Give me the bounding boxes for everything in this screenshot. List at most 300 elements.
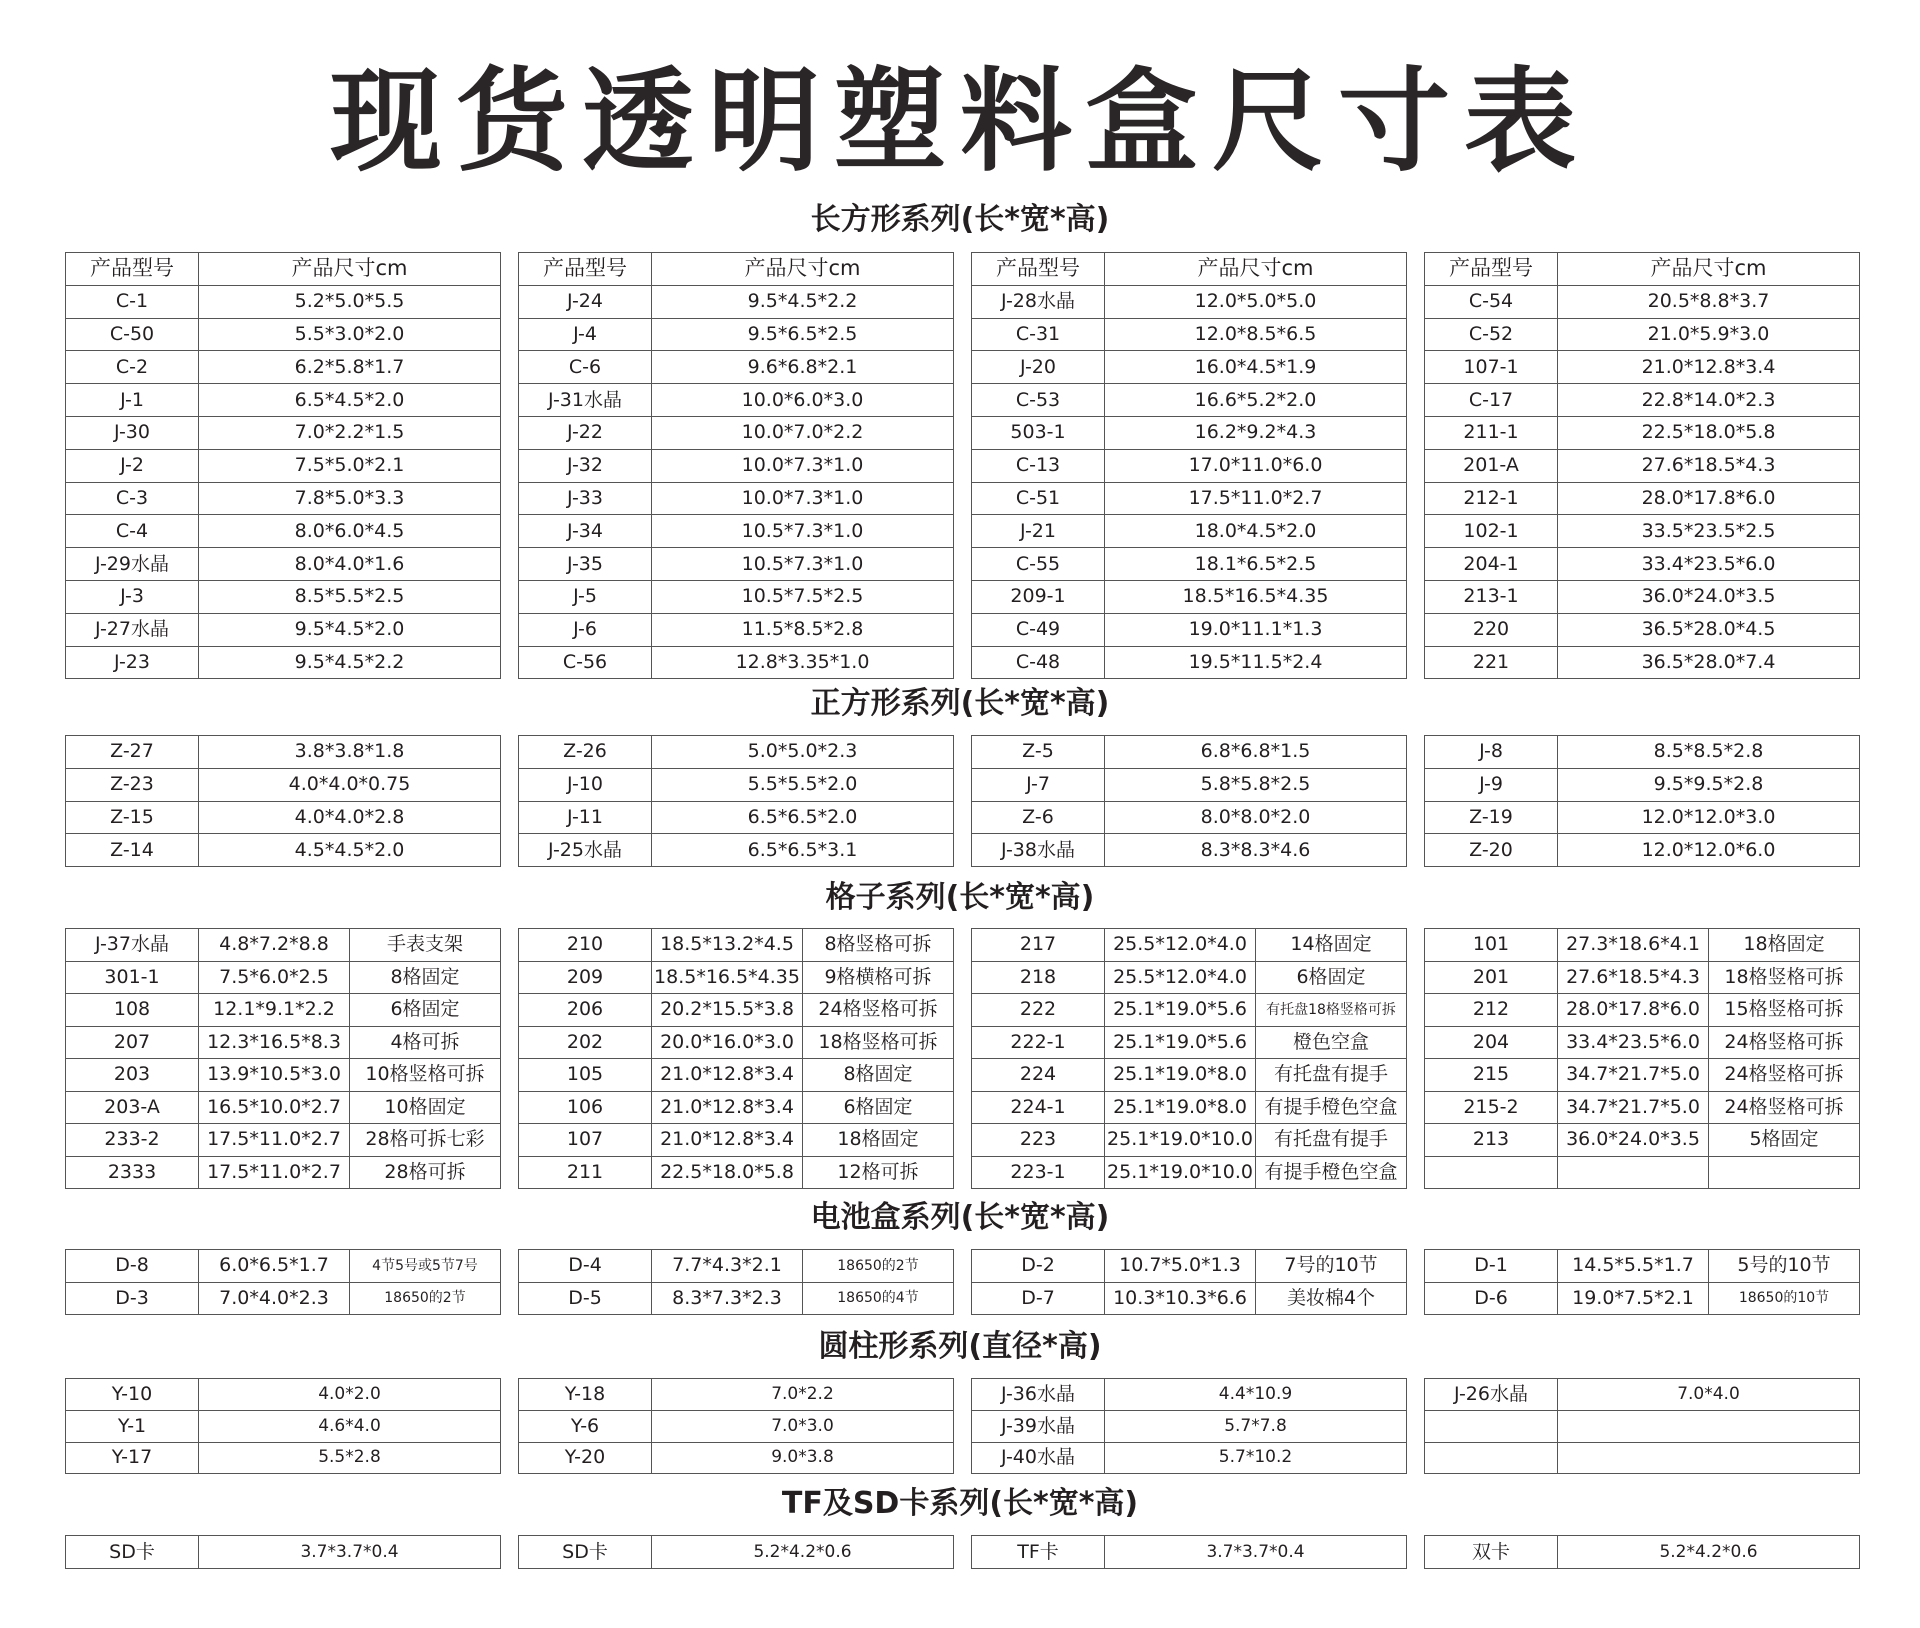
note-cell: 12格可拆 [803, 1156, 954, 1189]
size-cell: 20.0*16.0*3.0 [652, 1026, 803, 1059]
size-cell: 5.2*4.2*0.6 [652, 1536, 954, 1569]
table-row [519, 416, 954, 449]
model-cell: C-54 [1425, 285, 1558, 318]
model-cell: J-4 [519, 318, 652, 351]
size-cell: 4.6*4.0 [199, 1410, 501, 1442]
model-cell: 107 [519, 1124, 652, 1157]
model-cell: D-6 [1425, 1282, 1558, 1315]
table-row [972, 613, 1407, 646]
model-cell: 2333 [66, 1156, 199, 1189]
table-row [1425, 1156, 1860, 1189]
size-cell: 8.5*5.5*2.5 [199, 580, 501, 613]
note-cell: 6格固定 [350, 994, 501, 1027]
model-cell: J-38水晶 [972, 834, 1105, 867]
table-row [519, 1536, 954, 1569]
model-cell: 503-1 [972, 416, 1105, 449]
size-cell: 9.5*6.5*2.5 [652, 318, 954, 351]
table-row [1425, 482, 1860, 515]
size-table [518, 735, 954, 867]
table-row [1425, 929, 1860, 962]
model-cell: J-28水晶 [972, 285, 1105, 318]
size-cell: 9.0*3.8 [652, 1442, 954, 1474]
size-cell: 9.5*4.5*2.2 [199, 646, 501, 679]
table-row [66, 994, 501, 1027]
table-row [972, 961, 1407, 994]
model-cell: J-37水晶 [66, 929, 199, 962]
model-cell: 217 [972, 929, 1105, 962]
header-size: 产品尺寸cm [1105, 253, 1407, 286]
size-cell: 28.0*17.8*6.0 [1558, 994, 1709, 1027]
model-cell: C-51 [972, 482, 1105, 515]
model-cell: Z-20 [1425, 834, 1558, 867]
model-cell: Z-6 [972, 801, 1105, 834]
size-cell: 10.0*7.0*2.2 [652, 416, 954, 449]
size-cell: 25.1*19.0*5.6 [1105, 1026, 1256, 1059]
size-cell: 5.0*5.0*2.3 [652, 736, 954, 769]
model-cell: C-49 [972, 613, 1105, 646]
table-header-row [519, 253, 954, 286]
note-cell: 有托盘有提手 [1256, 1124, 1407, 1157]
table-row [972, 580, 1407, 613]
table-row [519, 285, 954, 318]
table-row [519, 580, 954, 613]
table-row [1425, 449, 1860, 482]
size-table [971, 928, 1407, 1189]
size-cell: 25.1*19.0*5.6 [1105, 994, 1256, 1027]
note-cell: 18格竖格可拆 [1709, 961, 1860, 994]
table-row [1425, 1250, 1860, 1283]
model-cell: J-25水晶 [519, 834, 652, 867]
table-row [519, 1379, 954, 1411]
size-cell: 6.5*4.5*2.0 [199, 384, 501, 417]
table-row [66, 1156, 501, 1189]
size-cell: 17.5*11.0*2.7 [199, 1156, 350, 1189]
model-cell [1425, 1410, 1558, 1442]
model-cell: J-6 [519, 613, 652, 646]
table-row [972, 1442, 1407, 1474]
model-cell: 201-A [1425, 449, 1558, 482]
table-header-row [66, 253, 501, 286]
section-title: 长方形系列(长*宽*高) [810, 202, 1110, 237]
model-cell: J-10 [519, 768, 652, 801]
size-cell: 9.6*6.8*2.1 [652, 351, 954, 384]
model-cell: 221 [1425, 646, 1558, 679]
table-row [1425, 318, 1860, 351]
note-cell: 4格可拆 [350, 1026, 501, 1059]
model-cell: Y-6 [519, 1410, 652, 1442]
table-row [66, 1026, 501, 1059]
size-table [1424, 252, 1860, 679]
table-row [1425, 961, 1860, 994]
table-row [972, 351, 1407, 384]
table-row [972, 736, 1407, 769]
size-cell: 17.5*11.0*2.7 [199, 1124, 350, 1157]
table-row [519, 961, 954, 994]
size-table [65, 1535, 501, 1569]
note-cell: 10格固定 [350, 1091, 501, 1124]
table-row [66, 318, 501, 351]
size-cell: 6.5*6.5*2.0 [652, 801, 954, 834]
model-cell: J-22 [519, 416, 652, 449]
table-row [1425, 1379, 1860, 1411]
size-cell: 36.5*28.0*7.4 [1558, 646, 1860, 679]
table-row [972, 1536, 1407, 1569]
table-row [972, 1059, 1407, 1092]
size-cell: 36.5*28.0*4.5 [1558, 613, 1860, 646]
note-cell: 美妆棉4个 [1256, 1282, 1407, 1315]
model-cell: C-3 [66, 482, 199, 515]
model-cell: 双卡 [1425, 1536, 1558, 1569]
section-title: 格子系列(长*宽*高) [825, 880, 1095, 915]
table-row [972, 768, 1407, 801]
model-cell: C-50 [66, 318, 199, 351]
model-cell [1425, 1156, 1558, 1189]
table-row [66, 1124, 501, 1157]
size-cell: 12.0*12.0*3.0 [1558, 801, 1860, 834]
size-table [971, 735, 1407, 867]
table-row [1425, 515, 1860, 548]
table-row [972, 1124, 1407, 1157]
table-row [66, 1379, 501, 1411]
model-cell: 209 [519, 961, 652, 994]
table-row [972, 515, 1407, 548]
size-cell: 25.1*19.0*10.0 [1105, 1124, 1256, 1157]
note-cell: 5号的10节 [1709, 1250, 1860, 1283]
model-cell: J-40水晶 [972, 1442, 1105, 1474]
model-cell: D-2 [972, 1250, 1105, 1283]
size-table [971, 1249, 1407, 1315]
section-title: 电池盒系列(长*宽*高) [810, 1200, 1110, 1235]
size-cell: 4.5*4.5*2.0 [199, 834, 501, 867]
note-cell: 18650的4节 [803, 1282, 954, 1315]
model-cell: 301-1 [66, 961, 199, 994]
size-table [518, 1535, 954, 1569]
size-cell: 9.5*4.5*2.0 [199, 613, 501, 646]
table-row [1425, 1442, 1860, 1474]
model-cell: J-24 [519, 285, 652, 318]
table-row [1425, 768, 1860, 801]
size-cell: 5.5*5.5*2.0 [652, 768, 954, 801]
model-cell: J-2 [66, 449, 199, 482]
size-cell: 16.0*4.5*1.9 [1105, 351, 1407, 384]
note-cell: 8格固定 [803, 1059, 954, 1092]
size-cell: 6.5*6.5*3.1 [652, 834, 954, 867]
model-cell: 220 [1425, 613, 1558, 646]
size-cell: 34.7*21.7*5.0 [1558, 1091, 1709, 1124]
size-cell: 7.0*2.2 [652, 1379, 954, 1411]
size-cell: 8.0*8.0*2.0 [1105, 801, 1407, 834]
table-row [1425, 416, 1860, 449]
size-cell: 10.0*6.0*3.0 [652, 384, 954, 417]
size-cell: 12.0*5.0*5.0 [1105, 285, 1407, 318]
size-cell: 4.0*4.0*0.75 [199, 768, 501, 801]
table-row [519, 1410, 954, 1442]
model-cell: Z-15 [66, 801, 199, 834]
table-row [1425, 736, 1860, 769]
size-cell: 5.5*2.8 [199, 1442, 501, 1474]
model-cell: C-1 [66, 285, 199, 318]
model-cell: J-39水晶 [972, 1410, 1105, 1442]
model-cell: C-55 [972, 548, 1105, 581]
model-cell: TF卡 [972, 1536, 1105, 1569]
note-cell: 手表支架 [350, 929, 501, 962]
model-cell: 204-1 [1425, 548, 1558, 581]
model-cell: 224-1 [972, 1091, 1105, 1124]
model-cell: Y-20 [519, 1442, 652, 1474]
size-cell: 8.3*8.3*4.6 [1105, 834, 1407, 867]
model-cell: C-17 [1425, 384, 1558, 417]
model-cell: 209-1 [972, 580, 1105, 613]
table-row [519, 482, 954, 515]
size-cell: 7.8*5.0*3.3 [199, 482, 501, 515]
size-cell: 7.0*2.2*1.5 [199, 416, 501, 449]
model-cell: Y-18 [519, 1379, 652, 1411]
size-table [971, 252, 1407, 679]
table-row [519, 1442, 954, 1474]
model-cell: J-27水晶 [66, 613, 199, 646]
note-cell: 有提手橙色空盒 [1256, 1091, 1407, 1124]
header-size: 产品尺寸cm [199, 253, 501, 286]
table-row [972, 1379, 1407, 1411]
table-header-row [1425, 253, 1860, 286]
model-cell: J-36水晶 [972, 1379, 1105, 1411]
model-cell: J-8 [1425, 736, 1558, 769]
note-cell: 15格竖格可拆 [1709, 994, 1860, 1027]
model-cell: SD卡 [519, 1536, 652, 1569]
model-cell: 106 [519, 1091, 652, 1124]
table-row [1425, 1026, 1860, 1059]
table-row [519, 613, 954, 646]
model-cell: 215 [1425, 1059, 1558, 1092]
note-cell: 18650的2节 [350, 1282, 501, 1315]
size-cell: 10.5*7.3*1.0 [652, 515, 954, 548]
section-title: TF及SD卡系列(长*宽*高) [781, 1486, 1139, 1521]
table-row [1425, 285, 1860, 318]
page-title: 现货透明塑料盒尺寸表 [330, 57, 1590, 187]
size-table [971, 1535, 1407, 1569]
table-row [519, 646, 954, 679]
note-cell: 6格固定 [1256, 961, 1407, 994]
table-row [519, 1059, 954, 1092]
size-table [971, 1378, 1407, 1474]
size-cell: 5.7*10.2 [1105, 1442, 1407, 1474]
size-cell: 9.5*4.5*2.2 [652, 285, 954, 318]
size-cell: 21.0*12.8*3.4 [652, 1059, 803, 1092]
table-row [66, 1059, 501, 1092]
table-row [972, 318, 1407, 351]
size-cell: 27.6*18.5*4.3 [1558, 449, 1860, 482]
size-cell: 19.5*11.5*2.4 [1105, 646, 1407, 679]
table-row [972, 1091, 1407, 1124]
model-cell: Z-5 [972, 736, 1105, 769]
size-cell: 12.3*16.5*8.3 [199, 1026, 350, 1059]
section-title: 圆柱形系列(直径*高) [818, 1329, 1102, 1364]
size-cell: 10.0*7.3*1.0 [652, 449, 954, 482]
model-cell: D-1 [1425, 1250, 1558, 1283]
size-table [518, 252, 954, 679]
size-cell: 14.5*5.5*1.7 [1558, 1250, 1709, 1283]
model-cell: J-33 [519, 482, 652, 515]
table-row [972, 801, 1407, 834]
table-row [519, 548, 954, 581]
table-row [66, 515, 501, 548]
model-cell: Y-10 [66, 1379, 199, 1411]
size-cell [1558, 1156, 1709, 1189]
size-cell: 25.1*19.0*8.0 [1105, 1059, 1256, 1092]
model-cell: Y-17 [66, 1442, 199, 1474]
size-cell: 16.5*10.0*2.7 [199, 1091, 350, 1124]
table-row [1425, 1124, 1860, 1157]
model-cell: 213 [1425, 1124, 1558, 1157]
size-cell: 7.5*6.0*2.5 [199, 961, 350, 994]
header-model: 产品型号 [519, 253, 652, 286]
note-cell: 6格固定 [803, 1091, 954, 1124]
table-row [66, 416, 501, 449]
model-cell: J-7 [972, 768, 1105, 801]
note-cell: 18格固定 [1709, 929, 1860, 962]
table-row [972, 1410, 1407, 1442]
note-cell: 28格可拆 [350, 1156, 501, 1189]
table-row [1425, 1410, 1860, 1442]
table-row [519, 1250, 954, 1283]
model-cell: 211-1 [1425, 416, 1558, 449]
note-cell: 24格竖格可拆 [803, 994, 954, 1027]
note-cell: 24格竖格可拆 [1709, 1059, 1860, 1092]
size-cell: 17.5*11.0*2.7 [1105, 482, 1407, 515]
model-cell: Z-27 [66, 736, 199, 769]
table-row [66, 961, 501, 994]
size-cell: 5.2*4.2*0.6 [1558, 1536, 1860, 1569]
table-row [519, 1124, 954, 1157]
table-row [66, 548, 501, 581]
table-row [972, 384, 1407, 417]
table-row [66, 449, 501, 482]
table-row [66, 736, 501, 769]
size-table [65, 1249, 501, 1315]
size-cell: 33.4*23.5*6.0 [1558, 548, 1860, 581]
size-cell: 20.2*15.5*3.8 [652, 994, 803, 1027]
model-cell: C-52 [1425, 318, 1558, 351]
model-cell: 212-1 [1425, 482, 1558, 515]
model-cell: D-4 [519, 1250, 652, 1283]
model-cell: Y-1 [66, 1410, 199, 1442]
section-title: 正方形系列(长*宽*高) [810, 686, 1110, 721]
model-cell: J-20 [972, 351, 1105, 384]
header-model: 产品型号 [972, 253, 1105, 286]
table-row [66, 1091, 501, 1124]
model-cell: 218 [972, 961, 1105, 994]
model-cell: 107-1 [1425, 351, 1558, 384]
model-cell: 213-1 [1425, 580, 1558, 613]
note-cell [1709, 1156, 1860, 1189]
header-size: 产品尺寸cm [1558, 253, 1860, 286]
size-cell: 5.8*5.8*2.5 [1105, 768, 1407, 801]
model-cell: 222 [972, 994, 1105, 1027]
model-cell: 201 [1425, 961, 1558, 994]
model-cell: 202 [519, 1026, 652, 1059]
model-cell: J-11 [519, 801, 652, 834]
table-row [972, 1282, 1407, 1315]
table-row [519, 736, 954, 769]
size-cell: 8.5*8.5*2.8 [1558, 736, 1860, 769]
table-row [972, 929, 1407, 962]
table-row [519, 449, 954, 482]
size-cell: 8.0*4.0*1.6 [199, 548, 501, 581]
model-cell: 223-1 [972, 1156, 1105, 1189]
model-cell: J-35 [519, 548, 652, 581]
model-cell: 108 [66, 994, 199, 1027]
model-cell: J-26水晶 [1425, 1379, 1558, 1411]
header-model: 产品型号 [1425, 253, 1558, 286]
table-row [972, 834, 1407, 867]
table-row [519, 1282, 954, 1315]
size-cell: 27.6*18.5*4.3 [1558, 961, 1709, 994]
model-cell: J-5 [519, 580, 652, 613]
size-cell: 8.3*7.3*2.3 [652, 1282, 803, 1315]
size-table [65, 252, 501, 679]
size-cell: 22.8*14.0*2.3 [1558, 384, 1860, 417]
model-cell: Z-19 [1425, 801, 1558, 834]
size-cell: 18.5*16.5*4.35 [1105, 580, 1407, 613]
note-cell: 7号的10节 [1256, 1250, 1407, 1283]
model-cell: C-56 [519, 646, 652, 679]
table-row [1425, 1282, 1860, 1315]
model-cell: J-9 [1425, 768, 1558, 801]
model-cell: C-6 [519, 351, 652, 384]
size-table [518, 928, 954, 1189]
size-table [65, 735, 501, 867]
model-cell: 223 [972, 1124, 1105, 1157]
model-cell: SD卡 [66, 1536, 199, 1569]
table-row [519, 1026, 954, 1059]
table-row [66, 1536, 501, 1569]
size-cell: 21.0*12.8*3.4 [652, 1124, 803, 1157]
header-model: 产品型号 [66, 253, 199, 286]
note-cell: 5格固定 [1709, 1124, 1860, 1157]
size-cell: 6.0*6.5*1.7 [199, 1250, 350, 1283]
model-cell: J-3 [66, 580, 199, 613]
size-cell: 17.0*11.0*6.0 [1105, 449, 1407, 482]
size-cell: 3.8*3.8*1.8 [199, 736, 501, 769]
model-cell: Z-23 [66, 768, 199, 801]
size-cell: 6.2*5.8*1.7 [199, 351, 501, 384]
size-cell: 18.5*16.5*4.35 [652, 961, 803, 994]
size-cell: 7.0*3.0 [652, 1410, 954, 1442]
model-cell: C-48 [972, 646, 1105, 679]
table-header-row [972, 253, 1407, 286]
note-cell: 18格固定 [803, 1124, 954, 1157]
size-cell: 6.8*6.8*1.5 [1105, 736, 1407, 769]
table-row [1425, 384, 1860, 417]
size-cell: 18.0*4.5*2.0 [1105, 515, 1407, 548]
table-row [1425, 580, 1860, 613]
size-cell: 8.0*6.0*4.5 [199, 515, 501, 548]
model-cell: 206 [519, 994, 652, 1027]
note-cell: 28格可拆七彩 [350, 1124, 501, 1157]
model-cell: J-29水晶 [66, 548, 199, 581]
table-row [1425, 613, 1860, 646]
table-row [66, 646, 501, 679]
table-row [1425, 1536, 1860, 1569]
note-cell: 8格竖格可拆 [803, 929, 954, 962]
table-row [66, 1250, 501, 1283]
model-cell: J-1 [66, 384, 199, 417]
table-row [972, 482, 1407, 515]
header-size: 产品尺寸cm [652, 253, 954, 286]
note-cell: 24格竖格可拆 [1709, 1091, 1860, 1124]
table-row [1425, 548, 1860, 581]
note-cell: 4节5号或5节7号 [350, 1250, 501, 1283]
